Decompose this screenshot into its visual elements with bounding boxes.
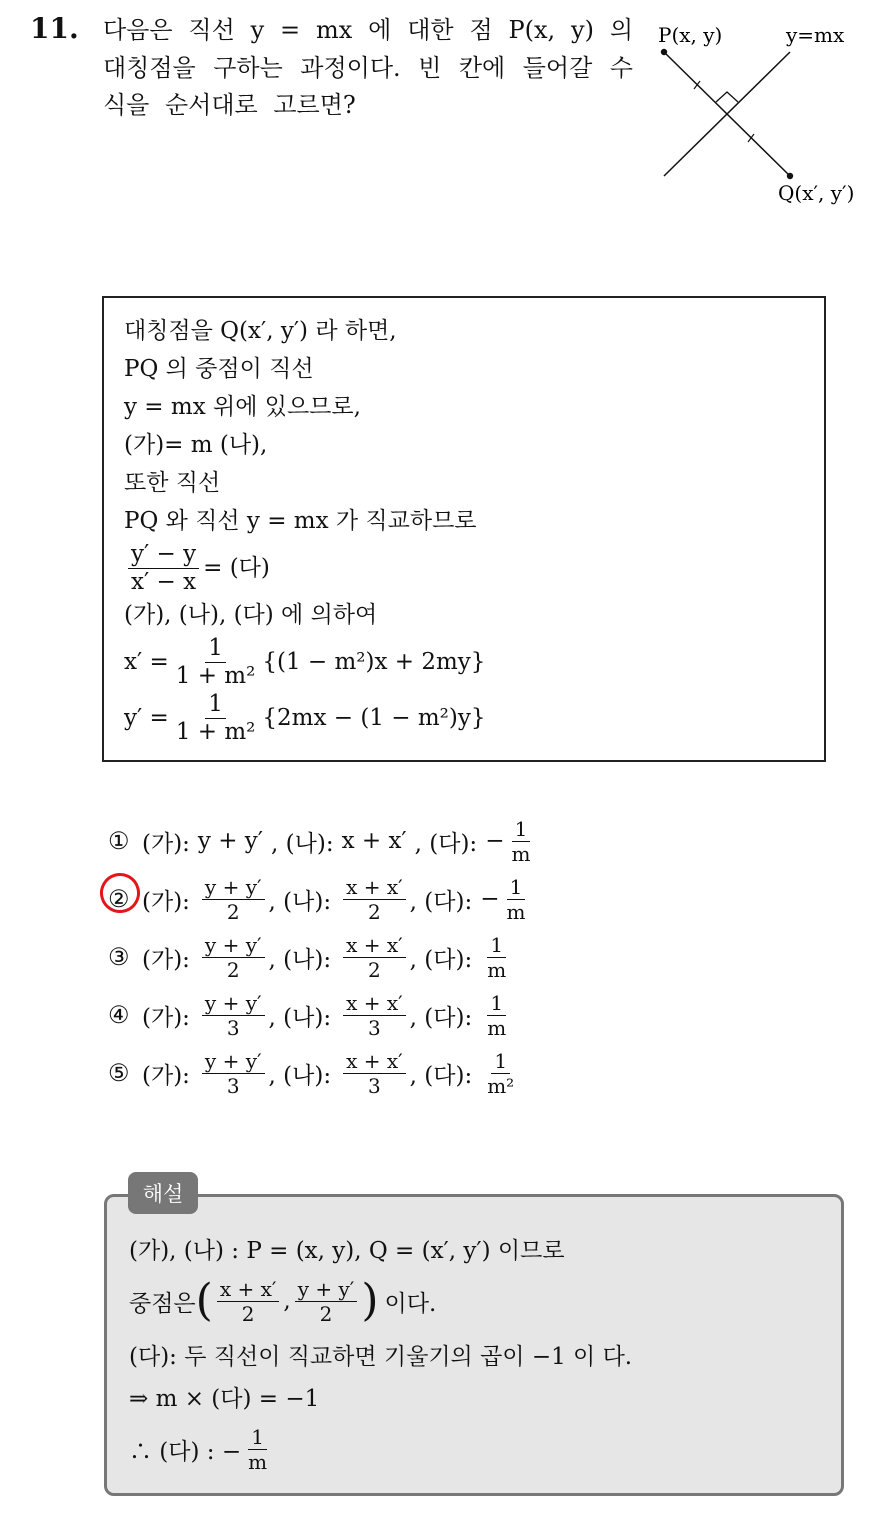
x-prime-rest: {(1 − m²)x + 2my} [262,649,486,675]
fraction-numerator: y + y′ [202,1051,265,1074]
fraction-numerator: 1 [512,819,531,842]
fraction-numerator: x + x′ [343,993,406,1016]
box-line-8: (가), (나), (다) 에 의하여 [124,602,378,628]
midpoint-pre: 중점은 [129,1290,196,1317]
fraction-numerator: x + x′ [217,1279,280,1302]
fraction-denominator: m [487,957,507,982]
slope-numerator: y′ − y [128,543,199,569]
choice-da-fraction [504,874,529,924]
fraction-numerator: 1 [507,877,526,900]
choice-da-fraction [484,990,509,1040]
fraction-denominator: 3 [368,1073,381,1098]
midpoint-x-fraction [217,1276,280,1326]
choice-da-label: , (다): [409,946,473,973]
left-paren: ( [195,1275,213,1326]
y-prime-rest: {2mx − (1 − m²)y} [262,705,486,731]
box-line-5: 또한 직선 [124,470,221,496]
point-q [787,173,793,179]
choice-na-label: , (나): [268,946,332,973]
solution-line-2 [129,1269,819,1333]
x-prime-denominator: 1 + m² [175,662,256,689]
x-prime-fraction [173,634,259,689]
fraction-denominator: m [248,1449,268,1474]
solution-box [104,1194,844,1496]
choice-3[interactable] [108,928,748,986]
choice-mark: ① [108,827,130,855]
choice-ga-label: (가): [142,888,190,915]
point-p [661,49,667,55]
fraction-denominator: 3 [226,1073,240,1098]
fraction-numerator: 1 [487,993,506,1016]
choice-mark: ③ [108,943,130,971]
y-prime-lhs: y′ = [124,705,169,731]
box-line-4: (가)= m (나), [124,432,268,458]
comma: , [283,1288,291,1314]
solution-line-4: ⇒ m × (다) = −1 [129,1385,320,1412]
slope-denominator: x′ − x [131,568,197,595]
question-text: 다음은 직선 y = mx 에 대한 점 P(x, y) 의 대칭점을 구하는 과정이다. 빈 칸에 들어갈 수식을 순서대로 고르면? [103,16,633,119]
choice-na-label: , (나): [268,1062,332,1089]
solution-tag: 해설 [128,1172,198,1214]
choice-na-value: x + x′ [341,828,407,854]
choice-1[interactable] [108,812,748,870]
y-prime-denominator: 1 + m² [175,718,256,745]
fraction-denominator: 2 [368,899,381,924]
choice-na-label: , (나): [268,888,332,915]
choice-ga-fraction [202,874,265,924]
process-box [102,296,826,762]
choice-da-sign: − [485,828,505,854]
label-line: y=mx [786,23,845,47]
right-paren: ) [361,1275,379,1326]
midpoint-post: 이다. [384,1290,437,1317]
solution-line-1: (가), (나) : P = (x, y), Q = (x′, y′) 이므로 [129,1237,565,1264]
choice-ga-fraction [202,932,265,982]
symmetry-figure [650,14,876,214]
choice-mark-text: ② [108,885,130,913]
box-line-1: 대칭점을 Q(x′, y′) 라 하면, [124,318,397,344]
choice-ga-label: (가): [142,946,190,973]
choice-ga-label: (가): [142,1062,190,1089]
choice-2[interactable] [108,870,748,928]
fraction-denominator: 3 [368,1015,381,1040]
answer-choices [108,812,748,1102]
choice-da-fraction [484,1048,517,1098]
right-angle-mark [716,92,738,102]
solution-line-5 [129,1417,819,1481]
y-prime-numerator: 1 [205,693,226,719]
fraction-denominator: 2 [241,1301,255,1326]
choice-da-label: , (다): [414,830,478,857]
choice-mark: ⑤ [108,1059,130,1087]
box-line-10 [124,690,804,746]
fraction-denominator: 2 [226,899,240,924]
choice-mark: ④ [108,1001,130,1029]
slope-rest: = (다) [203,555,270,581]
choice-da-label: , (다): [409,1062,473,1089]
question-number: 11. [30,12,79,45]
fraction-numerator: y + y′ [202,993,265,1016]
choice-4[interactable] [108,986,748,1044]
fraction-denominator: 2 [368,957,381,982]
choice-na-fraction [343,1048,406,1098]
choice-na-label: , (나): [271,830,334,857]
box-line-6: PQ 와 직선 y = mx 가 직교하므로 [124,508,477,534]
label-q: Q(x′, y′) [778,181,855,205]
fraction-numerator: 1 [491,1051,510,1074]
choice-ga-value: y + y′ [197,828,264,854]
fraction-numerator: y + y′ [295,1279,358,1302]
x-prime-numerator: 1 [205,637,226,663]
choice-da-sign: − [480,886,500,912]
fraction-denominator: m² [487,1073,515,1098]
choice-ga-label: (가): [142,1004,190,1031]
choice-na-fraction [343,990,406,1040]
conclusion-fraction [245,1424,270,1474]
fraction-numerator: x + x′ [343,935,406,958]
choice-mark [108,885,142,913]
choice-da-fraction [508,816,533,866]
x-prime-lhs: x′ = [124,649,169,675]
fraction-numerator: y + y′ [202,935,265,958]
fraction-denominator: 2 [226,957,240,982]
choice-ga-label: (가): [142,830,190,857]
box-line-9 [124,634,804,690]
fraction-denominator: 3 [226,1015,240,1040]
fraction-numerator: y + y′ [202,877,265,900]
fraction-numerator: 1 [487,935,506,958]
fraction-denominator: 2 [319,1301,333,1326]
fraction-denominator: m [506,899,526,924]
box-line-3: y = mx 위에 있으므로, [124,394,361,420]
choice-da-fraction [484,932,509,982]
choice-da-label: , (다): [409,1004,473,1031]
label-p: P(x, y) [658,23,723,47]
choice-na-label: , (나): [268,1004,332,1031]
fraction-denominator: m [487,1015,507,1040]
y-prime-fraction [173,690,259,745]
box-line-2: PQ 의 중점이 직선 [124,356,314,382]
fraction-numerator: x + x′ [343,877,406,900]
fraction-numerator: x + x′ [343,1051,406,1074]
selected-answer-circle-icon [96,869,145,918]
choice-ga-fraction [202,1048,265,1098]
fraction-denominator: m [511,841,531,866]
solution-line-3: (다): 두 직선이 직교하면 기울기의 곱이 −1 이 다. [129,1343,633,1370]
box-line-7 [124,540,804,596]
fraction-numerator: 1 [248,1427,267,1450]
conclusion-pre: ∴ (다) : − [129,1438,242,1465]
slope-fraction [128,540,199,595]
choice-na-fraction [343,932,406,982]
choice-na-fraction [343,874,406,924]
choice-da-label: , (다): [409,888,473,915]
choice-5[interactable] [108,1044,748,1102]
choice-ga-fraction [202,990,265,1040]
midpoint-y-fraction [295,1276,358,1326]
